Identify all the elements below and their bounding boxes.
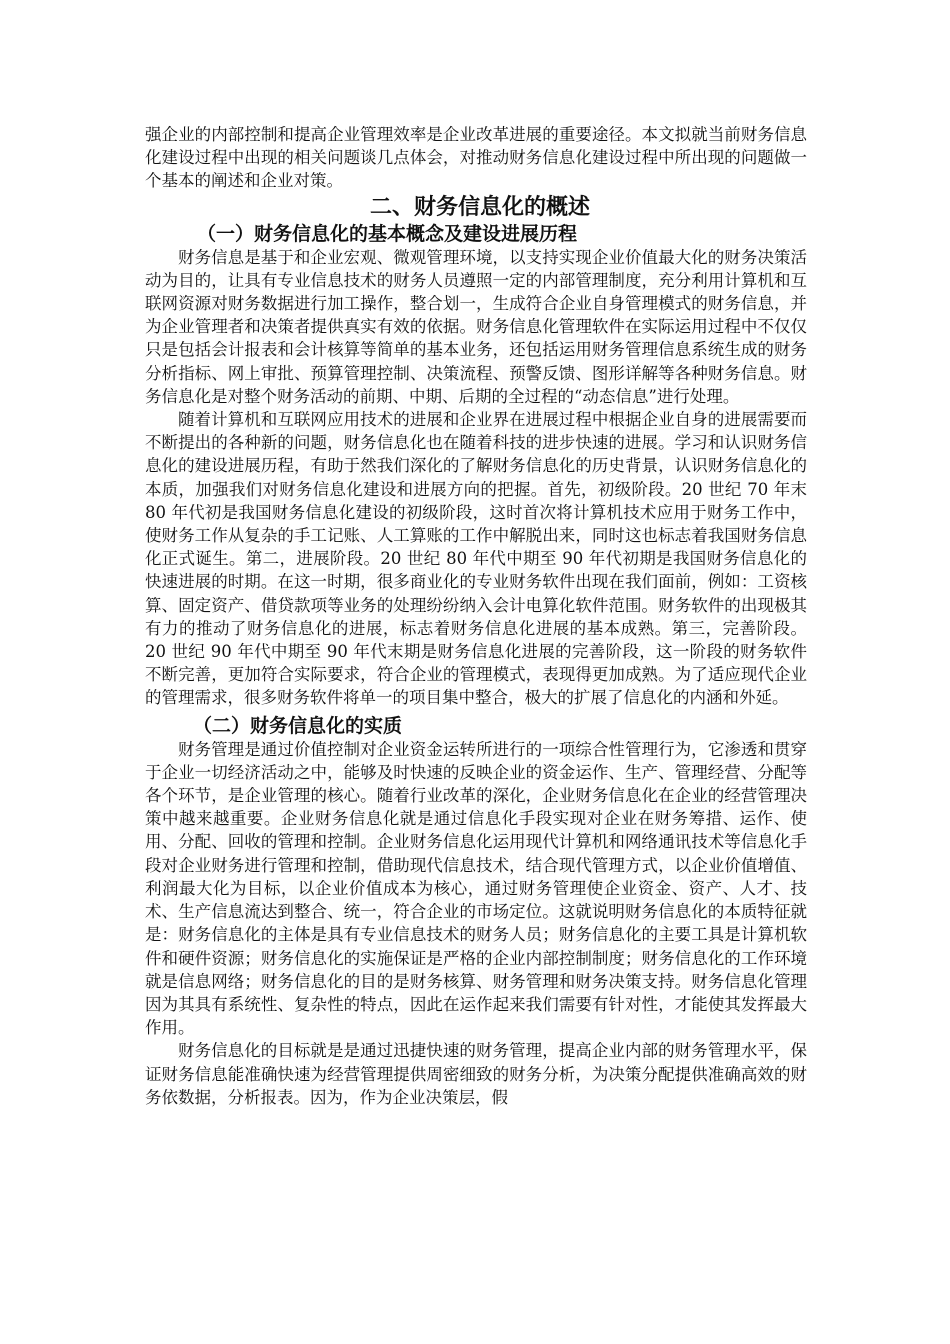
section-title: 二、财务信息化的概述 [369, 194, 590, 220]
intro-paragraph: 强企业的内部控制和提高企业管理效率是企业改革进展的重要途径。本文拟就当前财务信息化建设过程中出现的相关问题谈几点体会，对推动财务信息化建设过程中所出现的问题做一个基本的阐述和企业对策。 [145, 125, 807, 191]
paragraph-goal: 财务信息化的目标就是是通过迅捷快速的财务管理，提高企业内部的财务管理水平，保证财务信息能准确快速为经营管理提供周密细致的财务分析，为决策分配提供准确高效的财务依数据，分析报表。因为，作为企业决策层，假 [145, 1041, 807, 1107]
document-page [145, 123, 807, 1109]
subsection-2-title: （二）财务信息化的实质 [193, 714, 403, 737]
subsection-1-title: （一）财务信息化的基本概念及建设进展历程 [197, 222, 578, 245]
paragraph-essence: 财务管理是通过价值控制对企业资金运转所进行的一项综合性管理行为，它渗透和贯穿于企业一切经济活动之中，能够及时快速的反映企业的资金运作、生产、管理经营、分配等各个环节，是企业管理的核心。随着行业改革的深化，企业财务信息化在企业的经营管理决策中越来越重要。企业财务信息化就是通过信息化手段实现对企业在财务筹措、运作、使用、分配、回收的管理和控制。企业财务信息化运用现代计算机和网络通讯技术等信息化手段对企业财务进行管理和控制，借助现代信息技术，结合现代管理方式，以企业价值增值、利润最大化为目标，以企业价值成本为核心，通过财务管理使企业资金、资产、人才、技术、生产信息流达到整合、统一，符合企业的市场定位。这就说明财务信息化的本质特征就是：财务信息化的主体是具有专业信息技术的财务人员；财务信息化的主要工具是计算机软件和硬件资源；财务信息化的实施保证是严格的企业内部控制制度；财务信息化的工作环境就是信息网络；财务信息化的目的是财务核算、财务管理和财务决策支持。财务信息化管理因为其具有系统性、复杂性的特点，因此在运作起来我们需要有针对性，才能使其发挥最大作用。 [145, 739, 807, 1038]
paragraph-development-history: 随着计算机和互联网应用技术的进展和企业界在进展过程中根据企业自身的进展需要而不断提出的各种新的问题，财务信息化也在随着科技的进步快速的进展。学习和认识财务信息化的建设进展历程，有助于然我们深化的了解财务信息化的历史背景，认识财务信息化的本质，加强我们对财务信息化建设和进展方向的把握。首先，初级阶段。20 世纪 70 年末 80 年代初是我国财务信息化建设的初级阶段，这时首次将计算机技术应用于财务工作中，使财务工作从复杂的手工记账、人工算账的工作中解脱出来，同时这也标志着我国财务信息化正式诞生。第二，进展阶段。20 世纪 80 年代中期至 90 年代初期是我国财务信息化的快速进展的时期。在这一时期，很多商业化的专业财务软件出现在我们面前，例如：工资核算、固定资产、借贷款项等业务的处理纷纷纳入会计电算化软件范围。财务软件的出现极其有力的推动了财务信息化的进展，标志着财务信息化进展的基本成熟。第三，完善阶段。20 世纪 90 年代中期至 90 年代末期是财务信息化进展的完善阶段，这一阶段的财务软件不断完善，更加符合实际要求，符合企业的管理模式，表现得更加成熟。为了适应现代企业的管理需求，很多财务软件将单一的项目集中整合，极大的扩展了信息化的内涵和外延。 [145, 410, 807, 708]
paragraph-basic-concept: 财务信息是基于和企业宏观、微观管理环境，以支持实现企业价值最大化的财务决策活动为目的，让具有专业信息技术的财务人员遵照一定的内部管理制度，充分利用计算机和互联网资源对财务数据进行加工操作，整合划一，生成符合企业自身管理模式的财务信息，并为企业管理者和决策者提供真实有效的依据。财务信息化管理软件在实际运用过程中不仅仅只是包括会计报表和会计核算等简单的基本业务，还包括运用财务管理信息系统生成的财务分析指标、网上审批、预算管理控制、决策流程、预警反馈、图形详解等各种财务信息。财务信息化是对整个财务活动的前期、中期、后期的全过程的“动态信息”进行处理。 [145, 247, 807, 406]
